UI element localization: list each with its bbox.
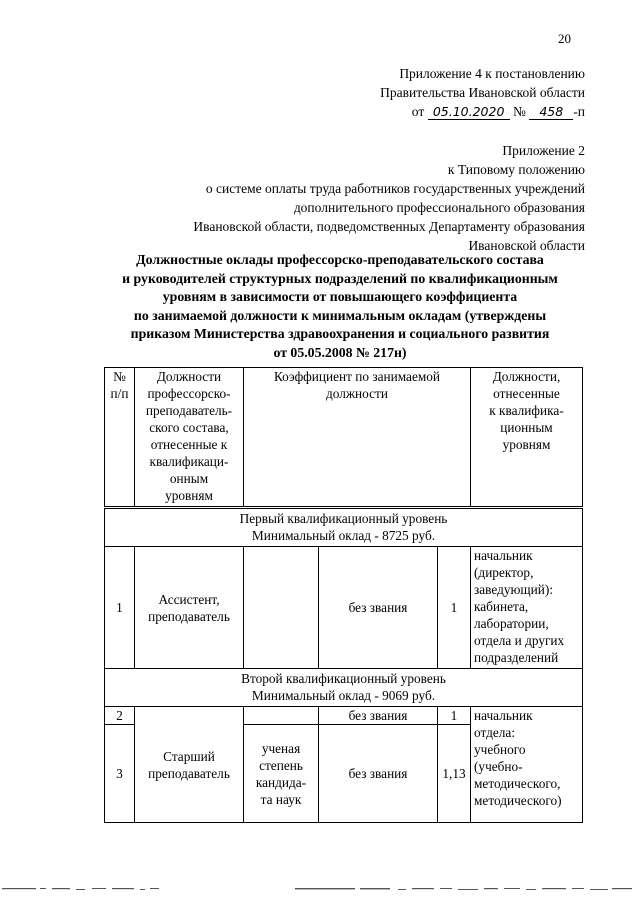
appendix-2-line: к Типовому положению	[447, 162, 585, 177]
level-1-salary: Минимальный оклад - 8725 руб.	[251, 527, 436, 543]
row-1-position: Ассистент, преподаватель	[135, 547, 244, 669]
title-line: уровням в зависимости от повышающего коэффициента	[162, 289, 518, 304]
title-line: Должностные оклады профессорско-преподавательского состава	[136, 252, 544, 267]
appendix-4-line: Правительства Ивановской области	[380, 85, 585, 100]
title-line: и руководителей структурных подразделений по квалификационным	[122, 270, 558, 286]
resolution-number-line	[380, 102, 585, 121]
header-coefficient: Коэффициент по занимаемой должности	[244, 368, 471, 508]
appendix-4-line: Приложение 4 к постановлению	[399, 66, 585, 81]
title-line: приказом Министерства здравоохранения и социального развития	[130, 326, 550, 341]
row-1-coef: 1	[438, 547, 471, 669]
appendix-2-line: Ивановской области	[468, 238, 585, 253]
row-3-coef: 1,13	[438, 725, 471, 823]
table-row	[105, 547, 583, 669]
header-heads: Должности, отнесенные к квалифика- ционным уровням	[471, 368, 583, 508]
level-2-band	[105, 669, 583, 707]
row-3-degree: ученая степень кандида- та наук	[244, 725, 319, 823]
row-1-degree	[244, 547, 319, 669]
header-position: Должности профессорско- преподаватель- ского состава, отнесенные к квалификаци- онным уровням	[135, 368, 244, 508]
appendix-2-header	[193, 141, 585, 255]
handwritten-date: 05.10.2020	[428, 105, 510, 120]
appendix-2-line: о системе оплаты труда работников государственных учреждений	[205, 181, 585, 196]
level-1-title: Первый квалификационный уровень	[239, 511, 448, 526]
row-1-heads: начальник (директор, заведующий): кабинета, лаборатории, отдела и других подразделений	[471, 547, 583, 669]
row-2-coef: 1	[438, 707, 471, 725]
row-3-num: 3	[105, 725, 135, 823]
appendix-2-line: дополнительного профессионального образования	[293, 200, 585, 215]
table-row	[105, 707, 583, 725]
row-3-heads: начальник отдела: учебного (учебно- методического, методического)	[471, 707, 583, 823]
row-1-num: 1	[105, 547, 135, 669]
row-1-rank: без звания	[319, 547, 438, 669]
level-1-band	[105, 508, 583, 547]
level-2-salary: Минимальный оклад - 9069 руб.	[251, 687, 436, 703]
number-suffix: -п	[573, 104, 585, 119]
appendix-2-line: Ивановской области, подведомственных Департаменту образования	[193, 219, 585, 234]
handwritten-number: 458	[529, 105, 573, 120]
scan-noise-marks	[0, 886, 640, 892]
title-line: от 05.05.2008 № 217н)	[273, 344, 407, 360]
number-sign: №	[513, 104, 526, 119]
title-line: по занимаемой должности к минимальным окладам (утверждены	[133, 307, 547, 323]
salary-table	[104, 367, 583, 823]
page-number: 20	[558, 31, 571, 46]
row-2-num: 2	[105, 707, 135, 725]
document-title	[90, 251, 590, 362]
from-prefix: от	[411, 104, 425, 119]
row-2-degree	[244, 707, 319, 725]
appendix-4-header	[380, 64, 585, 121]
appendix-2-line: Приложение 2	[502, 143, 585, 158]
table-header-row	[105, 368, 583, 508]
header-num: № п/п	[105, 368, 135, 508]
row-2-rank: без звания	[319, 707, 438, 725]
level-2-title: Второй квалификационный уровень	[241, 671, 446, 686]
row-3-position: Старший преподаватель	[135, 707, 244, 823]
row-3-rank: без звания	[319, 725, 438, 823]
